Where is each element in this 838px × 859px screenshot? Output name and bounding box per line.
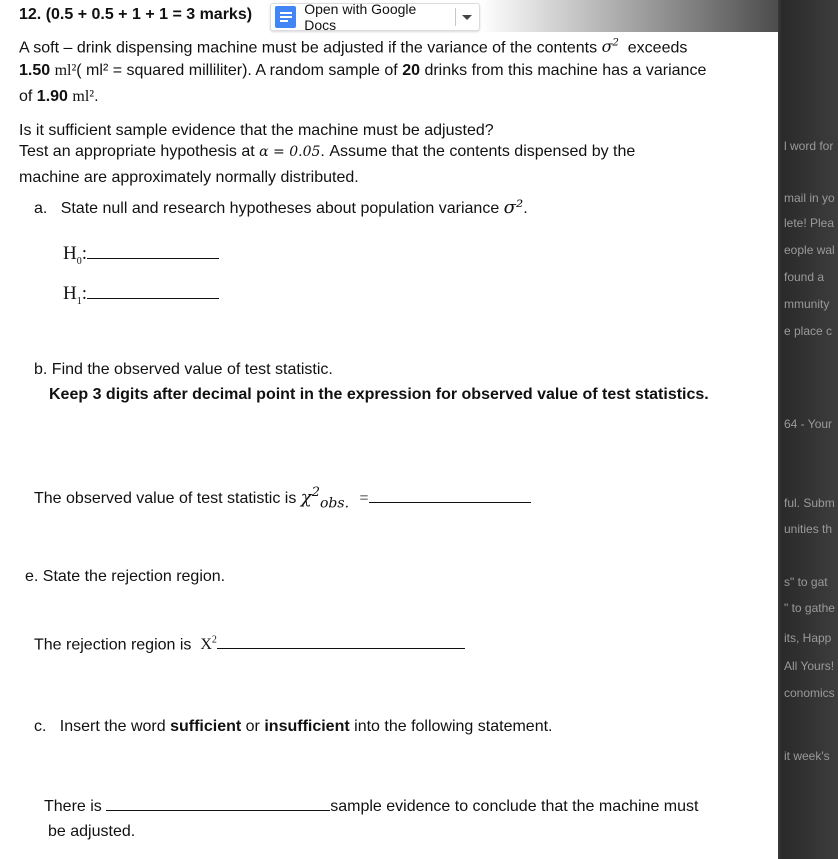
- question-line-2: Test an appropriate hypothesis at α = 0.05. Assume that the contents dispensed by the: [19, 143, 636, 160]
- sidebar-item[interactable]: ful. Subm: [784, 496, 835, 510]
- question-line-1: Is it sufficient sample evidence that the machine must be adjusted?: [19, 122, 494, 139]
- sidebar-item[interactable]: l word for: [784, 139, 834, 153]
- part-e-heading: e. State the rejection region.: [25, 568, 226, 585]
- chi-square-symbol: $\chi^2_{obs.}$: [300, 485, 350, 512]
- h1-answer-blank[interactable]: [87, 298, 219, 299]
- sufficiency-answer-blank[interactable]: [106, 810, 330, 811]
- h1-line: $H_1$:: [63, 284, 219, 312]
- sidebar-item[interactable]: conomics: [784, 686, 835, 700]
- h0-answer-blank[interactable]: [87, 258, 219, 259]
- open-with-google-docs-label: Open with Google Docs: [304, 1, 417, 33]
- part-a-heading: a. State null and research hypotheses about population variance σ².: [34, 197, 528, 218]
- right-sidebar-panel: [778, 0, 838, 859]
- toolbar-shade: [480, 0, 778, 32]
- question-title: 12. (0.5 + 0.5 + 1 + 1 = 3 marks): [19, 6, 253, 23]
- observed-statistic-line: The observed value of test statistic is $\chi^2_{obs.}$ =: [34, 483, 531, 514]
- sidebar-item[interactable]: found a: [784, 270, 825, 284]
- chevron-down-icon: [462, 15, 472, 20]
- open-with-google-docs-button[interactable]: [271, 1, 455, 33]
- sidebar-item[interactable]: its, Happ: [784, 631, 832, 645]
- sidebar-item[interactable]: unities th: [784, 522, 833, 536]
- sigma-symbol: $\sigma^2$: [601, 37, 619, 57]
- open-with-dropdown-button[interactable]: [456, 4, 479, 30]
- sidebar-item[interactable]: s" to gat: [784, 575, 828, 589]
- sidebar-item[interactable]: lete! Plea: [784, 216, 835, 230]
- google-docs-icon: [275, 6, 296, 28]
- h0-line: $H_0$:: [63, 244, 219, 272]
- sidebar-item[interactable]: e place c: [784, 324, 833, 338]
- statement-line-1: There is sample evidence to conclude that the machine must: [44, 798, 699, 815]
- sidebar-item[interactable]: 64 - Your: [784, 417, 833, 431]
- intro-line-1: A soft – drink dispensing machine must be adjusted if the variance of the contents $\sigma^2$ exceeds: [19, 37, 688, 57]
- observed-statistic-blank[interactable]: [369, 502, 531, 503]
- rejection-region-line: The rejection region is $X^2$: [34, 631, 465, 655]
- question-line-3: machine are approximately normally distributed.: [19, 169, 359, 186]
- open-with-google-docs-control[interactable]: [270, 3, 480, 31]
- statement-line-2: be adjusted.: [48, 823, 136, 840]
- sidebar-item[interactable]: All Yours!: [784, 659, 835, 673]
- intro-line-2: 1.50 ml²( ml² = squared milliliter). A random sample of 20 drinks from this machine has a variance: [19, 62, 707, 79]
- part-b-note: Keep 3 digits after decimal point in the expression for observed value of test statistics.: [49, 386, 709, 403]
- sidebar-item[interactable]: " to gathe: [784, 601, 835, 615]
- intro-line-3: of 1.90 ml².: [19, 88, 99, 105]
- part-c-heading: c. Insert the word sufficient or insufficient into the following statement.: [34, 718, 553, 735]
- rejection-region-blank[interactable]: [217, 648, 465, 649]
- sidebar-item[interactable]: mail in yo: [784, 191, 835, 205]
- sidebar-item[interactable]: it week's: [784, 749, 830, 763]
- part-b-heading: b. Find the observed value of test statistic.: [34, 361, 333, 378]
- sidebar-item[interactable]: eople wal: [784, 243, 835, 257]
- sidebar-item[interactable]: mmunity: [784, 297, 830, 311]
